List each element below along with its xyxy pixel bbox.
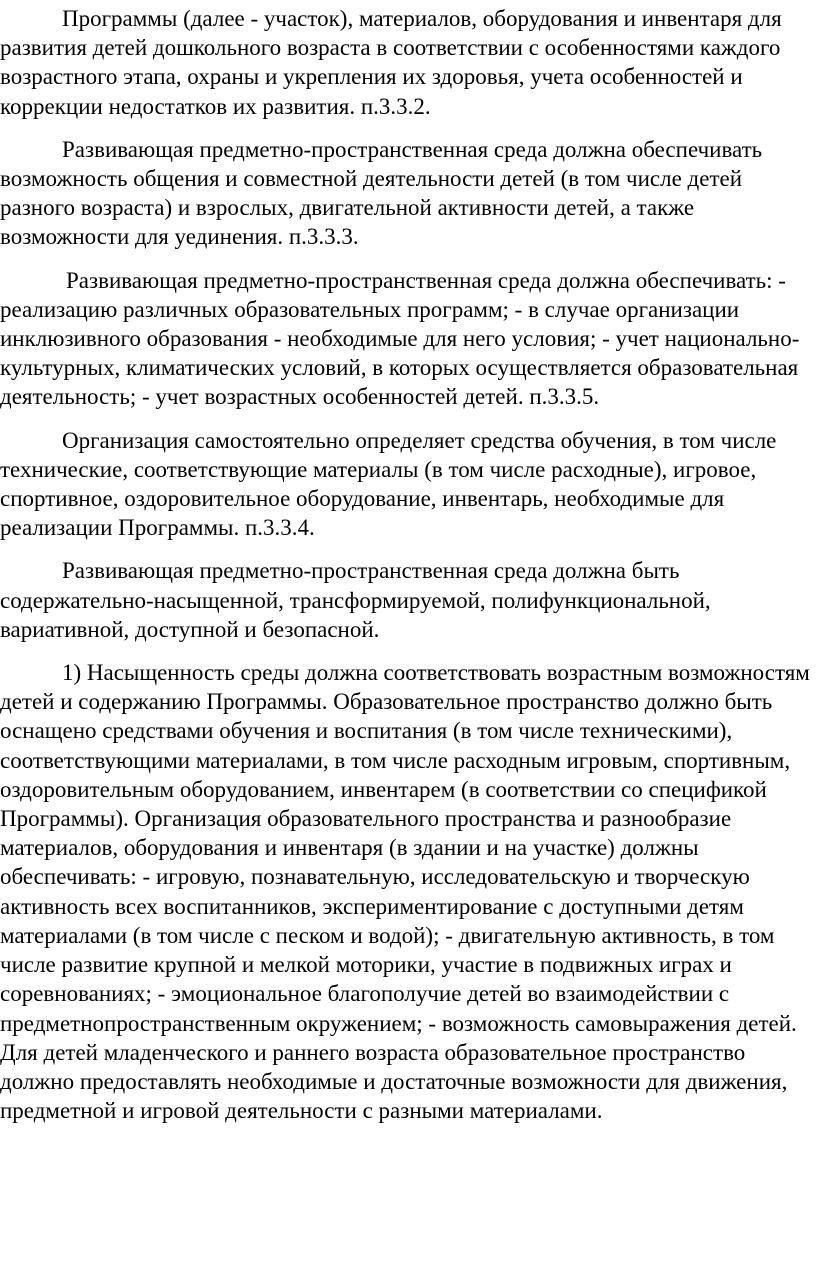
paragraph-program-section: Программы (далее - участок), материалов, оборудования и инвентаря для развития детей дошкольного возраста в соответствии с особенностями каждого возрастного этапа, охраны и укрепления их здоровья, учета особенностей и коррекции недостатков их развития. п.3.3.2. bbox=[0, 6, 782, 119]
paragraph-environment-qualities: Развивающая предметно-пространственная среда должна быть содержательно-насыщенной, трансформируемой, полифункциональной, вариативной, доступной и безопасной. bbox=[0, 558, 711, 642]
paragraph-communication: Развивающая предметно-пространственная среда должна обеспечивать возможность общения и совместной деятельности детей (в том числе детей разного возраста) и взрослых, двигательной активности детей, а также возможности для уединения. п.3.3.3. bbox=[0, 136, 763, 250]
paragraph-saturation: 1) Насыщенность среды должна соответствовать возрастным возможностям детей и содержанию Программы. Образовательное пространство должно быть оснащено средствами обучения и воспитания (в том числе техническими), соответствующими материалами, в том числе расходным игровым, спортивным, оздоровительным оборудованием, инвентарем (в соответствии со спецификой Программы). Организация образовательного пространства и разнообразие материалов, оборудования и инвентаря (в здании и на участке) должны обеспечивать: - игровую, познавательную, исследовательскую и творческую активность всех воспитанников, экспериментирование с доступными детям материалами (в том числе с песком и водой); - двигательную активность, в том числе развитие крупной и мелкой моторики, участие в подвижных играх и соревнованиях; - эмоциональное благополучие детей во взаимодействии с предметнопространственным окружением; - возможность самовыражения детей. Для детей младенческого и раннего возраста образовательное пространство должно предоставлять необходимые и достаточные возможности для движения, предметной и игровой деятельности с разными материалами. bbox=[0, 660, 810, 1124]
paragraph-learning-means: Организация самостоятельно определяет средства обучения, в том числе технические, соответствующие материалы (в том числе расходные), игровое, спортивное, оздоровительное оборудование, инвентарь, необходимые для реализации Программы. п.3.3.4. bbox=[0, 427, 777, 541]
paragraph-environment-provides: Развивающая предметно-пространственная среда должна обеспечивать: - реализацию различных образовательных программ; - в случае организации инклюзивного образования - необходимые для него условия; - учет национально-культурных, климатических условий, в которых осуществляется образовательная деятельность; - учет возрастных особенностей детей. п.3.3.5. bbox=[0, 267, 800, 410]
